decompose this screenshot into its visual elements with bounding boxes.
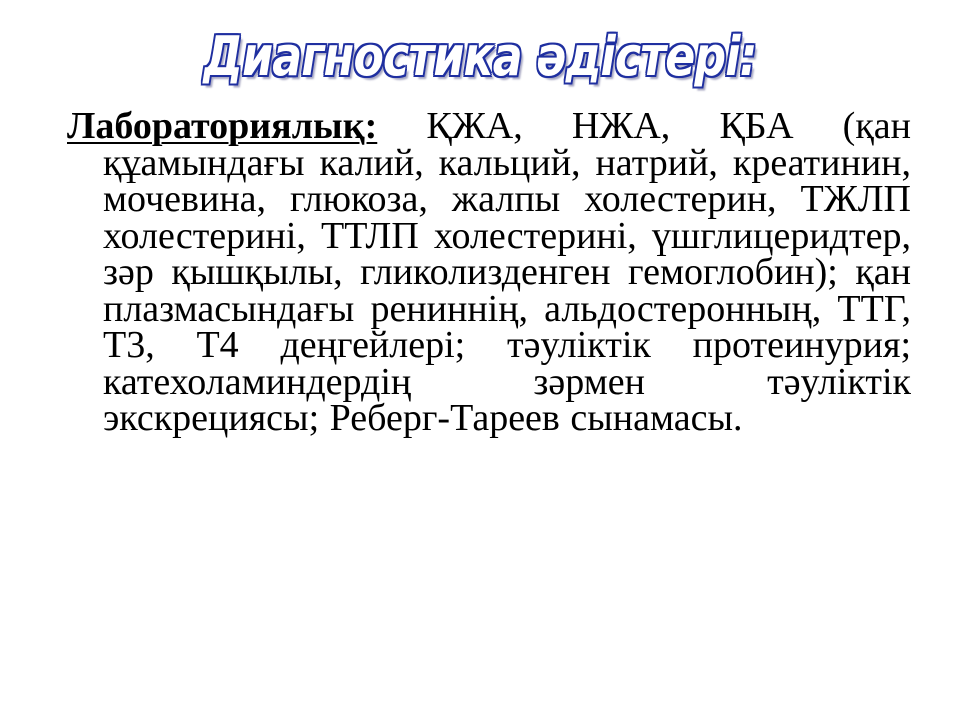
body-paragraph bbox=[67, 105, 911, 439]
slide-title: Диагностика әдістері: bbox=[203, 25, 757, 88]
body-text: ҚЖА, НЖА, ҚБА (қан құамындағы калий, кальций, натрий, креатинин, мочевина, глюкоза, жалпы холестерин, ТЖЛП холестерині, ТТЛП холестерині, үшглицеридтер, зәр қышқылы, гликолизденген гемоглобин); қан плазмасындағы рениннің, альдостеронның, ТТГ, Т3, Т4 деңгейлері; тәуліктік протеинурия; катехоламиндердің зәрмен тәуліктік экскрециясы; Реберг-Тареев сынамасы. bbox=[103, 105, 911, 439]
lead-label: Лабораториялық: bbox=[67, 105, 378, 147]
